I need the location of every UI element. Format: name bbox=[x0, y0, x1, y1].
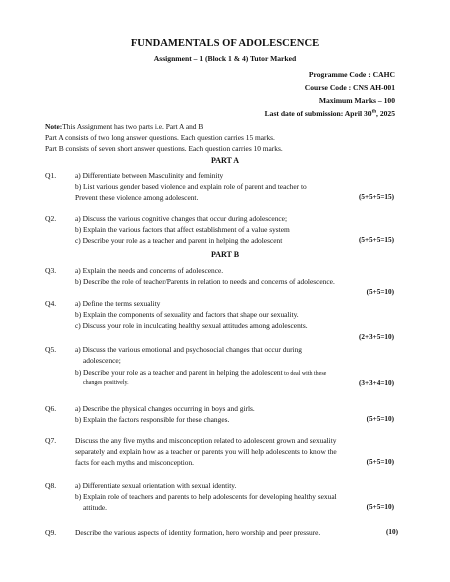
q5-a-line1: a) Discuss the various emotional and psychosocial changes that occur during bbox=[75, 345, 302, 354]
q8-b-line2: attitude. bbox=[83, 503, 108, 512]
q5-number: Q5. bbox=[45, 345, 57, 354]
q7-line2: separately and explain how as a teacher or parents you will help adolescents to know the bbox=[75, 447, 337, 456]
assignment-subtitle: Assignment – 1 (Block 1 & 4) Tutor Marked bbox=[153, 54, 297, 63]
q6-number: Q6. bbox=[45, 404, 57, 413]
q8-a: a) Differentiate sexual orientation with sexual identity. bbox=[75, 481, 237, 490]
last-date-of-submission: Last date of submission: April 30th, 2025 bbox=[264, 109, 395, 118]
q2-number: Q2. bbox=[45, 214, 57, 223]
q4-number: Q4. bbox=[45, 299, 57, 308]
q4-b: b) Explain the components of sexuality and factors that shape our sexuality. bbox=[75, 310, 299, 319]
q9-number: Q9. bbox=[45, 528, 57, 537]
q9-marks: (10) bbox=[386, 528, 398, 536]
q1-number: Q1. bbox=[45, 171, 57, 180]
q7-number: Q7. bbox=[45, 436, 57, 445]
q3-b: b) Describe the role of teacher/Parents in relation to needs and concerns of adolescence. bbox=[75, 277, 335, 286]
q8-b-line1: b) Explain role of teachers and parents to help adolescents for developing healthy sexual bbox=[75, 492, 337, 501]
q9-line1: Describe the various aspects of identity formation, hero worship and peer pressure. bbox=[75, 528, 321, 537]
part-b-heading: PART B bbox=[210, 250, 240, 259]
q8-marks: (5+5=10) bbox=[366, 503, 394, 511]
q1-marks: (5+5+5=15) bbox=[358, 193, 394, 201]
q6-a: a) Describe the physical changes occurring in boys and girls. bbox=[75, 404, 255, 413]
q2-c: c) Describe your role as a teacher and parent in helping the adolescent bbox=[75, 236, 283, 245]
q4-a: a) Define the terms sexuality bbox=[75, 299, 161, 308]
q6-b: b) Explain the factors responsible for these changes. bbox=[75, 415, 230, 424]
q5-b-line1: b) Describe your role as a teacher and parent in helping the adolescent to deal with these bbox=[75, 368, 327, 377]
q2-a: a) Discuss the various cognitive changes that occur during adolescence; bbox=[75, 214, 287, 223]
q3-a: a) Explain the needs and concerns of adolescence. bbox=[75, 266, 224, 275]
q2-b: b) Explain the various factors that affect establishment of a value system bbox=[75, 225, 290, 234]
document-title: FUNDAMENTALS OF ADOLESCENCE bbox=[130, 38, 320, 49]
q3-marks: (5+5=10) bbox=[366, 288, 394, 296]
q5-a-line2: adolescence; bbox=[83, 356, 121, 365]
q5-b-line2: changes positively. bbox=[83, 380, 129, 386]
q1-b-line1: b) List various gender based violence and explain role of parent and teacher to bbox=[75, 182, 307, 191]
note-line-1: Note:This Assignment has two parts i.e. Part A and B bbox=[45, 122, 204, 131]
course-code: Course Code : CNS AH-001 bbox=[304, 83, 395, 92]
programme-code: Programme Code : CAHC bbox=[308, 70, 395, 79]
q4-marks: (2+3+5=10) bbox=[358, 333, 394, 341]
note-line-3: Part B consists of seven short answer questions. Each question carries 10 marks. bbox=[45, 144, 283, 153]
q2-marks: (5+5+5=15) bbox=[358, 236, 394, 244]
q1-a: a) Differentiate between Masculinity and feminity bbox=[75, 171, 224, 180]
q7-marks: (5+5=10) bbox=[366, 458, 394, 466]
part-a-heading: PART A bbox=[210, 156, 240, 165]
note-line-2: Part A consists of two long answer questions. Each question carries 15 marks. bbox=[45, 133, 275, 142]
q4-c: c) Discuss your role in inculcating healthy sexual attitudes among adolescents. bbox=[75, 321, 308, 330]
q7-line1: Discuss the any five myths and misconception related to adolescent grown and sexuality bbox=[75, 436, 337, 445]
q5-marks: (3+3+4=10) bbox=[358, 379, 394, 387]
q3-number: Q3. bbox=[45, 266, 57, 275]
q1-b-line2: Prevent these violence among adolescent. bbox=[75, 193, 199, 202]
q8-number: Q8. bbox=[45, 481, 57, 490]
maximum-marks: Maximum Marks – 100 bbox=[318, 96, 395, 105]
q6-marks: (5+5=10) bbox=[366, 415, 394, 423]
q7-line3: facts for each myths and misconception. bbox=[75, 458, 195, 467]
